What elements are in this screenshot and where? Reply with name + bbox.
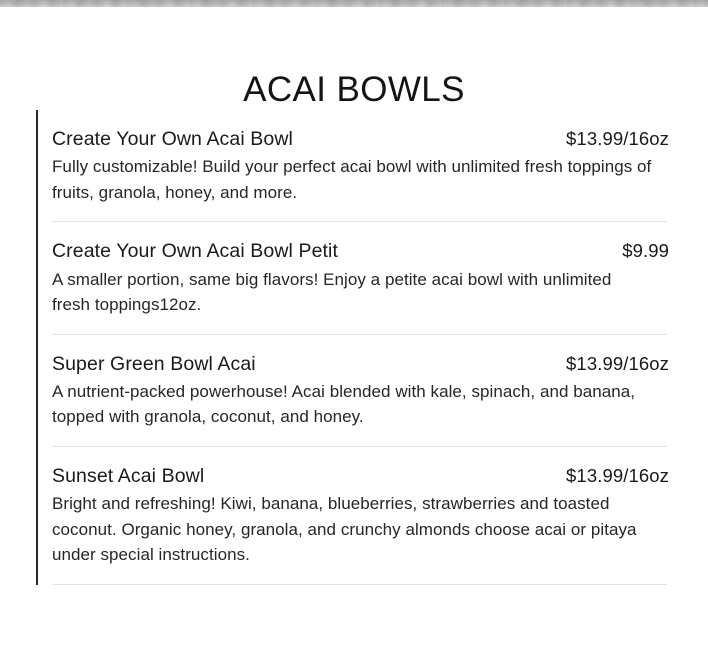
menu-item-header <box>52 125 669 154</box>
menu-item-price: $9.99 <box>622 240 669 262</box>
menu-item[interactable] <box>38 447 669 584</box>
menu-item-description: Bright and refreshing! Kiwi, banana, blueberries, strawberries and toasted coconut. Organic honey, granola, and crunchy almonds choose acai or pitaya under special instructions. <box>52 494 637 564</box>
menu-item-price: $13.99/16oz <box>566 464 669 486</box>
menu-item-name: Create Your Own Acai Bowl Petit <box>52 240 339 263</box>
menu-item-description: A nutrient-packed powerhouse! Acai blended with kale, spinach, and banana, topped with granola, coconut, and honey. <box>52 381 636 427</box>
menu-item-price: $13.99/16oz <box>566 128 669 149</box>
menu-item[interactable] <box>38 335 669 446</box>
menu-item-description: A smaller portion, same big flavors! Enjoy a petite acai bowl with unlimited fresh toppings12oz. <box>52 269 612 314</box>
menu-item-header <box>52 462 669 491</box>
menu-item[interactable] <box>38 110 669 221</box>
menu-item-header <box>52 237 669 266</box>
menu-item-description: Fully customizable! Build your perfect acai bowl with unlimited fresh toppings of fruits, granola, honey, and more. <box>52 157 652 202</box>
cropped-image-strip <box>0 0 708 7</box>
page-title: ACAI BOWLS <box>243 70 465 110</box>
menu-item-name: Super Green Bowl Acai <box>52 352 256 375</box>
menu-item-list <box>36 110 669 585</box>
menu-item-name: Sunset Acai Bowl <box>52 464 205 487</box>
menu-item-name: Create Your Own Acai Bowl <box>52 128 293 150</box>
menu-item-price: $13.99/16oz <box>566 352 669 374</box>
menu-item-divider <box>52 584 667 585</box>
menu-item[interactable] <box>38 222 669 333</box>
menu-item-header <box>52 350 669 379</box>
